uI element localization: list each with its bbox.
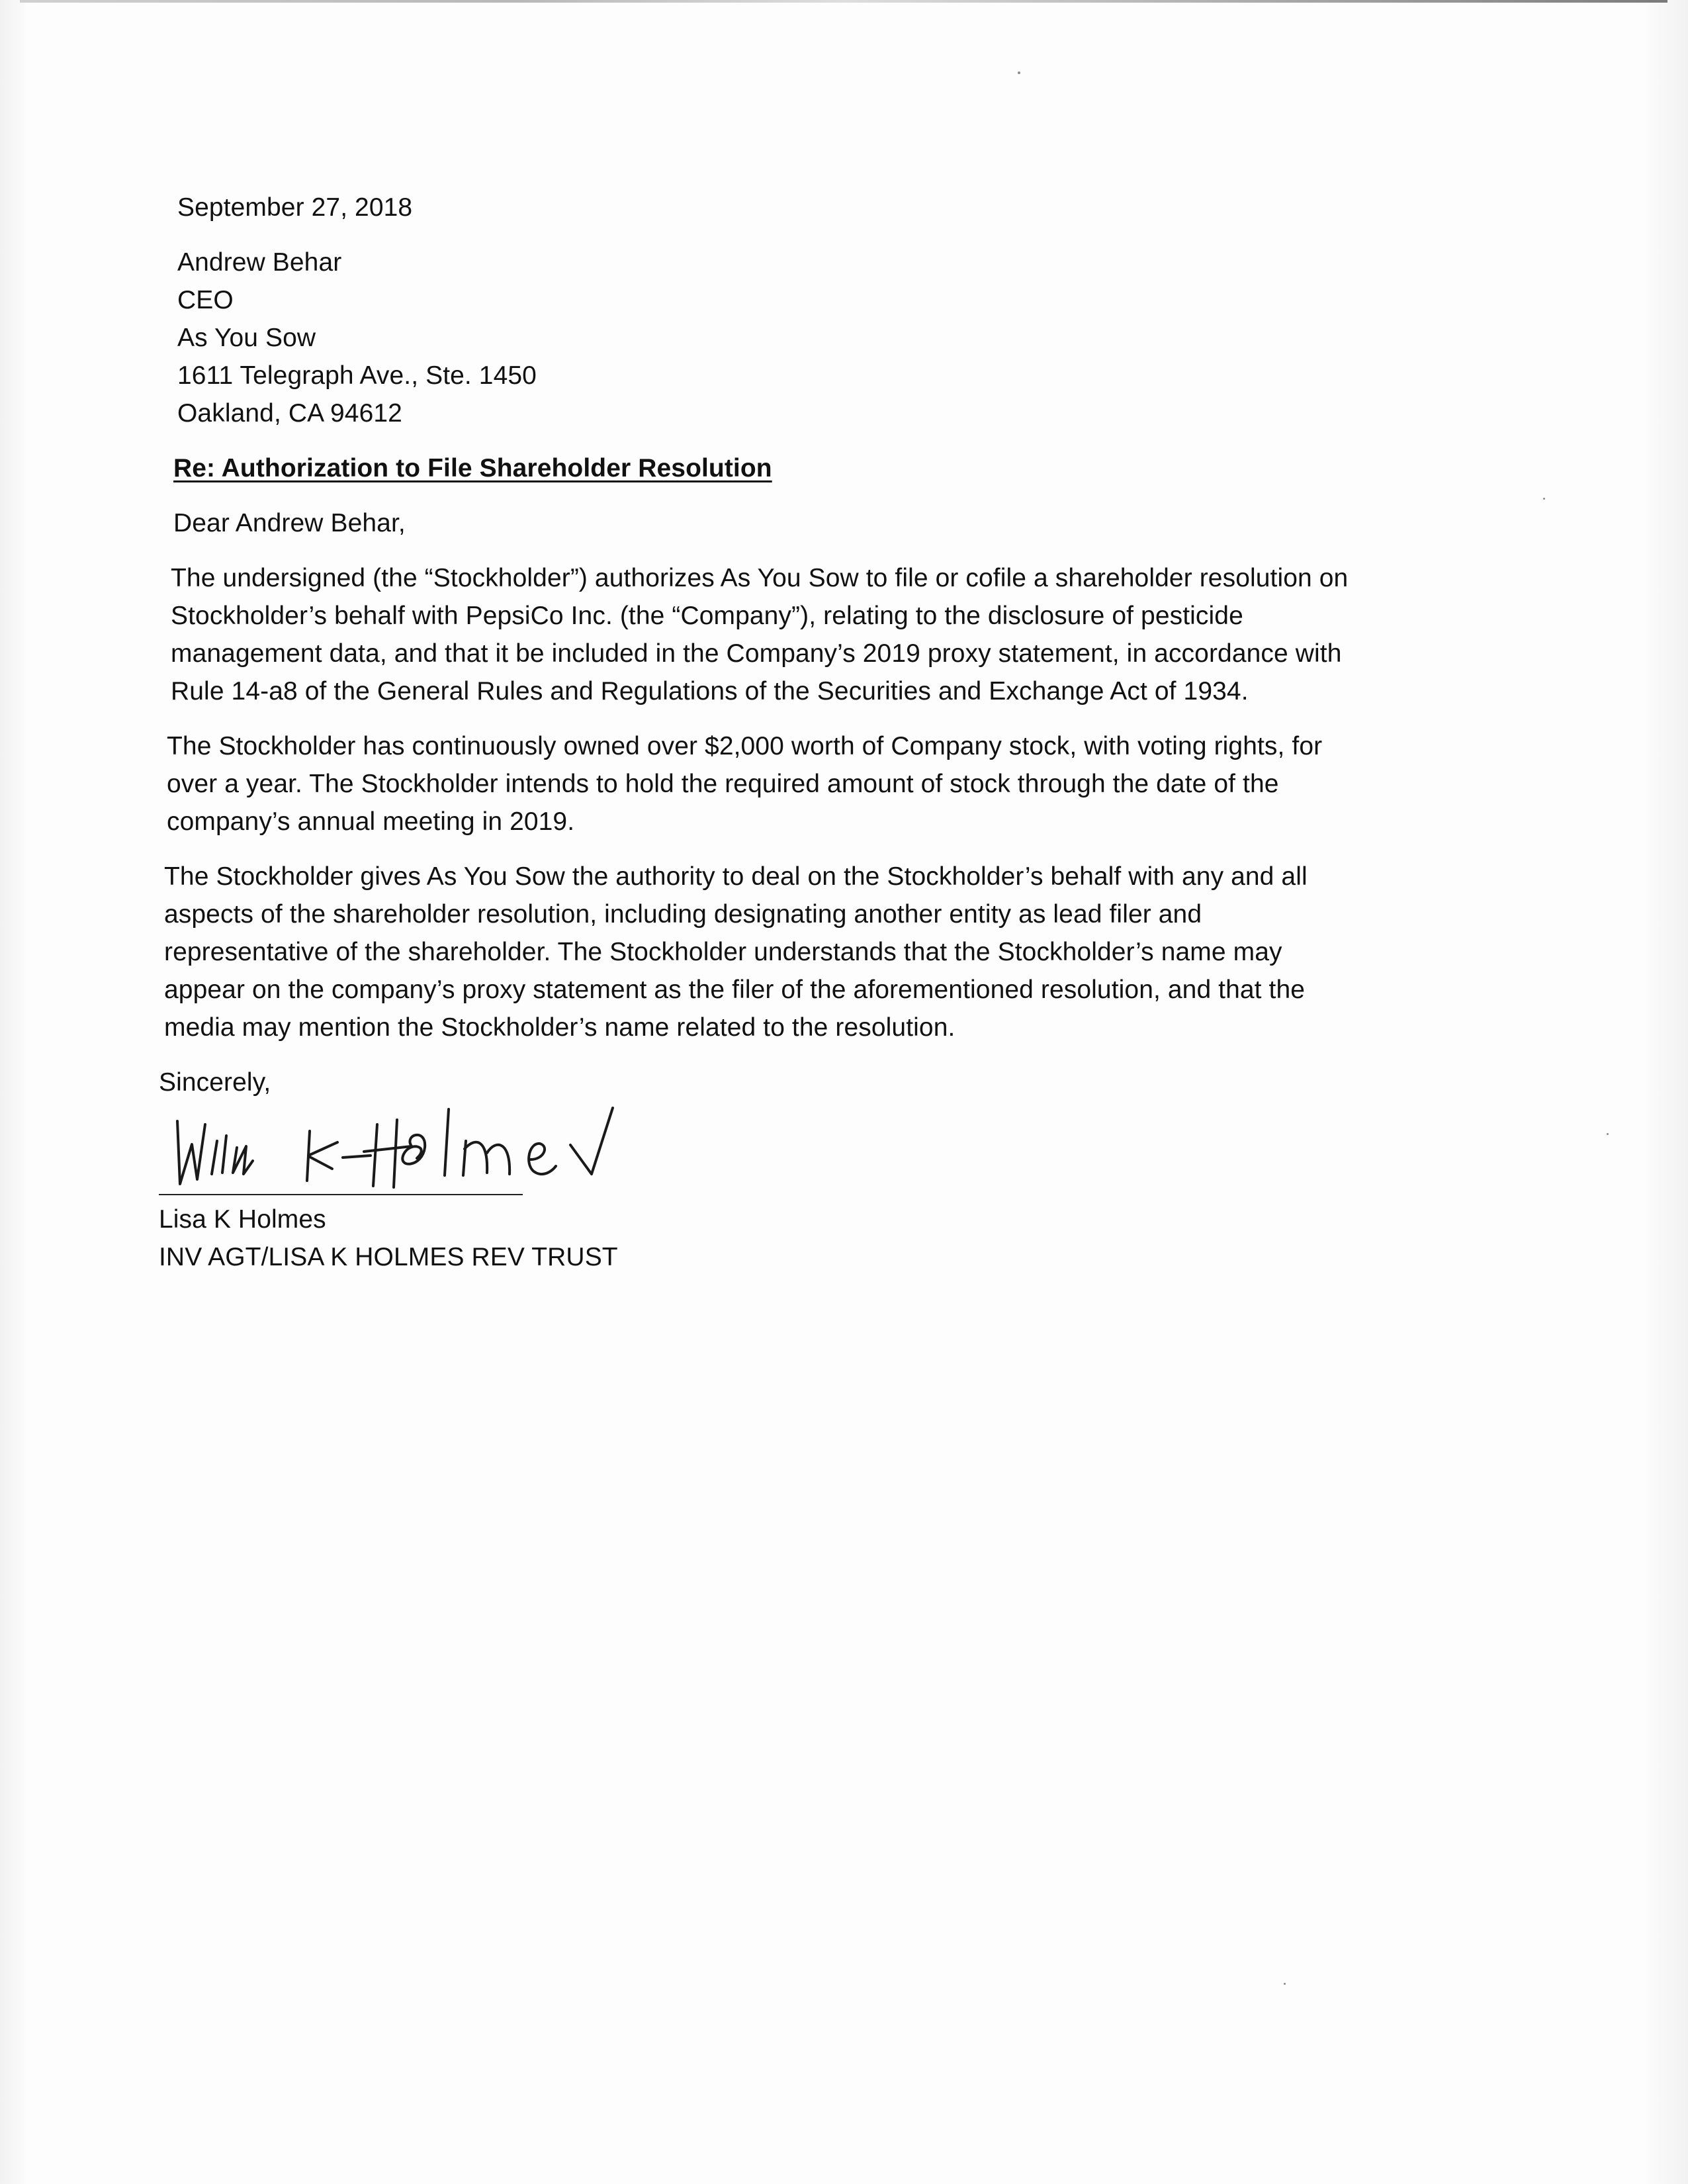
paragraph-line: over a year. The Stockholder intends to hold the required amount of stock through the date of the [167, 770, 1279, 798]
paragraph-line: The Stockholder has continuously owned over $2,000 worth of Company stock, with voting rights, for [167, 732, 1323, 760]
scan-edge-right [1648, 0, 1688, 2184]
paragraph-authorization [171, 559, 1482, 710]
handwritten-signature [165, 1095, 668, 1201]
paragraph-line: representative of the shareholder. The Stockholder understands that the Stockholder’s name may [164, 938, 1282, 966]
paragraph-line: appear on the company’s proxy statement as the filer of the aforementioned resolution, and that the [164, 976, 1306, 1004]
paragraph-ownership [167, 727, 1482, 841]
signer-title: INV AGT/LISA K HOLMES REV TRUST [159, 1243, 618, 1271]
recipient-title: CEO [177, 286, 234, 314]
scan-edge-top [20, 0, 1667, 3]
paragraph-line: aspects of the shareholder resolution, including designating another entity as lead filer and [164, 900, 1202, 929]
subject-text: Re: Authorization to File Shareholder Resolution [173, 454, 772, 482]
scan-edge-left [0, 0, 25, 2184]
recipient-organization: As You Sow [177, 324, 316, 352]
recipient-address [177, 244, 1482, 432]
signature-line [159, 1194, 523, 1195]
letter-body [159, 189, 1482, 1276]
scan-speck [1543, 498, 1545, 500]
recipient-street: 1611 Telegraph Ave., Ste. 1450 [177, 361, 537, 390]
signer-name: Lisa K Holmes [159, 1205, 326, 1234]
paragraph-line: company’s annual meeting in 2019. [167, 807, 575, 836]
paragraph-line: media may mention the Stockholder’s name related to the resolution. [164, 1013, 955, 1042]
recipient-city: Oakland, CA 94612 [177, 399, 402, 428]
paragraph-line: Rule 14-a8 of the General Rules and Regulations of the Securities and Exchange Act of 1934. [171, 677, 1249, 705]
salutation-text: Dear Andrew Behar, [173, 509, 406, 537]
paragraph-line: The Stockholder gives As You Sow the authority to deal on the Stockholder’s behalf with any and all [164, 862, 1308, 891]
closing-text: Sincerely, [159, 1068, 271, 1097]
signer-block [159, 1201, 1482, 1276]
subject-line [173, 449, 1482, 487]
scan-speck [1284, 1983, 1286, 1985]
paragraph-authority [164, 858, 1482, 1046]
paragraph-line: The undersigned (the “Stockholder”) authorizes As You Sow to file or cofile a shareholder resolution on [171, 564, 1349, 592]
paragraph-line: management data, and that it be included in the Company’s 2019 proxy statement, in accordance with [171, 639, 1342, 668]
signature-block [159, 1101, 1482, 1201]
salutation [173, 504, 1482, 542]
paragraph-line: Stockholder’s behalf with PepsiCo Inc. (the “Company”), relating to the disclosure of pesticide [171, 602, 1243, 630]
scan-speck [1018, 71, 1020, 74]
recipient-name: Andrew Behar [177, 248, 342, 277]
scan-speck [1607, 1133, 1609, 1135]
letter-date: September 27, 2018 [177, 193, 413, 222]
